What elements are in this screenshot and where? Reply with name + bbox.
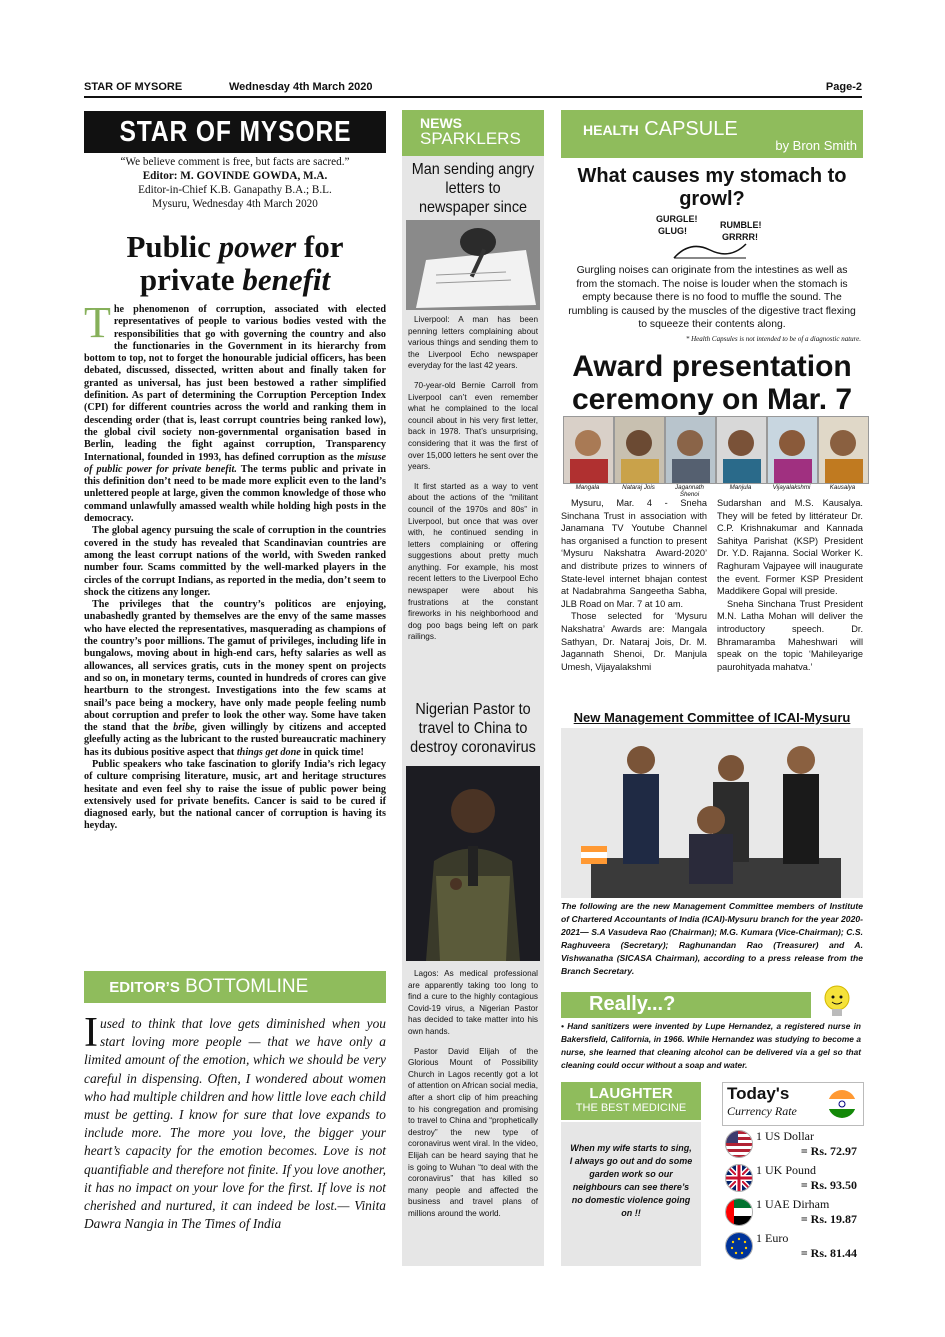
currency-unit: 1 UAE Dirham (756, 1197, 830, 1211)
masthead-logo: STAR OF MYSORE (84, 111, 386, 153)
awardee-name: Vijayalakshmi (772, 484, 811, 491)
icai-committee-photo (561, 728, 863, 898)
currency-rate: = Rs. 93.50 (800, 1178, 857, 1192)
page-number: Page-2 (825, 81, 862, 93)
awardee-name: Manjula (729, 484, 752, 491)
masthead-editor-in-chief: Editor-in-Chief K.B. Ganapathy B.A.; B.L. (138, 184, 332, 196)
awardee-name: Kausalya (829, 484, 856, 491)
currency-row-gbp (723, 1162, 861, 1192)
currency-unit: 1 UK Pound (756, 1163, 817, 1177)
editorial-body: The phenomenon of corruption, associated with elected representatives of people to various bodies vested with the responsibilities that go with governing the country and also the functionaries in the Government in its hierarchy from bottom to top, not to forget the honourable judicial officers, has been debated, discussed, dissected, written about and finally taken for granted as universal, has just been bestowed a rather simplified definition. As part of determining the Corruption Perception Index (CPI) for different countries across the world and ranking them in descending order (that is, least corrupt countries being ranked low), the global civil society non-governmental organisation based in Berlin, leading the fight against corruption, Transparency International, founded in 1993, has defined corruption as the misuse of public power for private benefit. The terms public and private in this definition don’t need to be made more explicit even to the land’s unlettered people at large, given the common knowledge of those who command unlawfully amassed wealth while holding high posts in the democracy. The global agency pursuing the scale of corruption in the countries covered in the study has revealed that Scandinavian countries are among the least corrupt nations of the world, with Sweden ranked number four. Scams committed by the well-marked players in the circles of the corrupt Indians, as reported in the media, don’t seem to shock the citizens any longer. The privileges that the country’s politicos are enjoying, unabashedly granted by themselves are the envy of the same masses who have elected the representatives, masquerading as champions of the country’s poor millions. The gamut of privileges, including life in bungalows, moving about in high-end cars, hefty salaries as well as allowances, all services gratis, cuts in the money spent on projects and so on, in monetary terms, counted in hundreds of crores can give heartburn to the strongest. Investigations into the few scams at snail’s pace being a mockery, have only made people feeling numb about corruption and prefer to look the other way. Some have taken the stand that the bribe, given willingly by citizens and accepted gleefully acting as the lubricant to the rusted bureaucratic machinery has its dubious positive aspect that things get done in quick time! Public speakers who take fascination to glorify India’s rich legacy of culture comprising literature, music, art and heritage structures hesitate and even feel shy to raise the issue of public power being extensively used for private benefits. Cancer is said to be cured if diagnosed early, but the national cancer of corruption is having its heyday. (84, 298, 387, 832)
story2-body: Lagos: As medical professional are apparently taking too long to find a cure to the highly contagious Covid-19 virus, a Nigerian Pastor has decided to take matter into his own hands. Pastor David Elijah of the Glorious Mount of Possibility Church in Lagos recently got a lot of attention on African social media, after a short clip of him preaching to his congregation and promising to travel to China and “prophetically destroy” the new type of coronavirus went viral. In the video, Elijah can be heard saying that he is going to Wuhan “to deal with the coronavirus” that has killed so many people and affected the business and travel plans of millions around the world. (408, 969, 538, 1218)
masthead-info (84, 155, 386, 211)
currency-subtitle: Currency Rate (727, 1104, 797, 1118)
laughter-banner: LAUGHTER THE BEST MEDICINE (561, 1082, 701, 1120)
awardee-photo-manjula (716, 416, 767, 484)
award-body-col2: Sudarshan and M.S. Kausalya. They will be feted by littérateur Dr. C.P. Krishnakumar and Kannada Sahitya Parishat (KSP) President Dr. Y.D. Rajanna. Social Worker K. Raghuram Vajpayee will inaugurate the event. Former KSP President Maddikere Gopal will preside. Sneha Sinchana Trust President M.N. Latha Mohan will deliver the introductory speech. Dr. Bhramaramba Maheshwari will speak on the topic ‘Mahileyarige paurohityada mahatva.’ (717, 498, 863, 672)
really-banner: Really...? (561, 992, 811, 1018)
health-text: Gurgling noises can originate from the intestines as well as from the stomach. The noise is louder when the stomach is empty because there is no food to muffle the sound. The rumbling is caused by the muscles of the digestive tract flexing to squeeze their contents along. (568, 265, 856, 331)
health-capsule-banner: HEALTH CAPSULE by Bron Smith (561, 110, 863, 158)
currency-row-aed (723, 1196, 861, 1226)
currency-row-eur (723, 1230, 861, 1260)
stomach-cartoon: GURGLE! GLUG! RUMBLE! GRRRR! (650, 212, 780, 264)
currency-row-usd (723, 1128, 861, 1158)
currency-rate: = Rs. 72.97 (800, 1144, 857, 1158)
letter-writing-photo (406, 220, 540, 310)
story1-body: Liverpool: A man has been penning letters complaining about various things and sending them to the Liverpool Echo newspaper everyday for the last 42 years. 70-year-old Bernie Carroll from Liverpool can’t even remember what he complained to the local council about in his very first letter, back in 1978. That’s unsurprising, considering that it was the first of over 15,000 letters he sent over the years. It first started as a way to vent about the actions of the “militant council of the 1970s and 80s” in Liverpool, but once that was over with, he continued sending in letters complaining or offering suggestions about pretty much anything. For example, his most recent letters to the Liverpool Echo newspaper were about his frustrations at the constant fireworks in his neighborhood and dog poo bags being left on park railings. (408, 315, 538, 642)
running-paper-name: STAR OF MYSORE (84, 81, 183, 93)
story1-headline: Man sending angry letters to newspaper since (411, 161, 535, 216)
story2-headline: Nigerian Pastor to travel to China to destroy coronavirus (410, 701, 536, 756)
india-flag-icon (827, 1089, 857, 1119)
editorial-headline: Public power for private benefit (126, 229, 344, 297)
currency-unit: 1 US Dollar (756, 1129, 814, 1143)
bottomline-text: Iused to think that love gets diminished when you start loving more people — that we have only a limited amount of the emotion, which we should be very careful in dispensing. Often, I wondered about women who had multiple children and how little love each child must be getting. I know for sure that love expands to include more. The more you love, the bigger your heart’s capacity for the emotion becomes. Love is not quantifiable and therefore not finite. If you love another, it has no impact on your love for the first. If love is not cherished and nurtured, it can indeed be lost.— Vinita Dawra Nangia in The Times of India (84, 1010, 386, 1232)
masthead-tagline: “We believe comment is free, but facts are sacred.” (120, 156, 350, 168)
really-text: • Hand sanitizers were invented by Lupe Hernandez, a registered nurse in Bakersfield, California, in 1966. While Hernandez was studying to become a nurse, she learned that cleaning alcohol can be delivered via a gel so that cleaning could occur without a soap and water. (561, 1021, 861, 1070)
hand-writing-icon (406, 220, 540, 310)
award-headline: Award presentation ceremony on Mar. 7 (571, 350, 853, 416)
health-title: What causes my stomach to growl? (577, 165, 847, 210)
masthead-editor: Editor: M. GOVINDE GOWDA, M.A. (142, 170, 328, 182)
award-body-col1: Mysuru, Mar. 4 - Sneha Sinchana Trust in association with Janamana TV Youtube Channel has organised a function to present ‘Mysuru Nakshatra Award-2020’ and distribute prizes to winners of State-level internet bhajan contest at Nadabrahma Sangeetha Sabha, JLB Road on Mar. 7 at 10 am. Those selected for ‘Mysuru Nakshatra’ Awards are: Mangala Sathyan, Dr. Nataraj Jois, Dr. M. Jagannath Shenoi, Dr. Manjula Umesh, Vijayalakshmi (561, 498, 707, 672)
awardee-name: Jagannath Shenoi (675, 484, 704, 498)
awardee-photo-mangala (563, 416, 614, 484)
icai-headline: New Management Committee of ICAI-Mysuru (573, 710, 851, 725)
uk-flag-icon (725, 1164, 753, 1192)
lightbulb-icon (815, 982, 859, 1022)
awardee-name: Nataraj Jois (622, 484, 655, 491)
currency-rate: = Rs. 19.87 (800, 1212, 857, 1226)
us-flag-icon (725, 1130, 753, 1158)
awardee-photo-nataraj-jois (614, 416, 665, 484)
bottomline-dropcap: I (84, 1010, 98, 1056)
news-sparklers-banner: NEWS SPARKLERS (402, 110, 544, 156)
health-disclaimer: * Health Capsules is not intended to be of a diagnostic nature. (685, 335, 861, 343)
preacher-icon (406, 766, 540, 961)
awardee-photo-vijayalakshmi (767, 416, 818, 484)
currency-rate: = Rs. 81.44 (800, 1246, 857, 1260)
pastor-photo (406, 766, 540, 961)
awardee-name: Mangala (575, 484, 600, 491)
running-date: Wednesday 4th March 2020 (229, 81, 373, 93)
editorial-dropcap: T (84, 298, 111, 347)
icai-caption: The following are the new Management Committee members of Institute of Chartered Accountants of India (ICAI)-Mysuru branch for the year 2020-2021— S.A Vasudeva Rao (Chairman); M.G. Kumara (Vice-Chairman); C.S. Raghuveera (Secretary); Raghunandan Rao (Treasurer) and A. Vishwanatha (SICASA Chairman), according to a press release from the Branch Secretary. (561, 901, 863, 976)
masthead-dateline: Mysuru, Wednesday 4th March 2020 (152, 198, 318, 210)
currency-title: Today's (727, 1084, 790, 1103)
laughter-joke: When my wife starts to sing, I always go out and do some garden work so our neighbours can see there’s no domestic violence going on !! (569, 1143, 693, 1218)
currency-header (722, 1082, 864, 1126)
eu-flag-icon (725, 1232, 753, 1260)
uae-flag-icon (725, 1198, 753, 1226)
awardee-photo-kausalya (818, 416, 869, 484)
currency-unit: 1 Euro (756, 1231, 789, 1245)
stomach-icon (670, 238, 750, 262)
group-photo-icon (561, 728, 863, 898)
running-header (84, 80, 862, 98)
awardee-photo-jagannath-shenoi (665, 416, 716, 484)
bottomline-banner: EDITOR’S BOTTOMLINE (84, 971, 386, 1003)
